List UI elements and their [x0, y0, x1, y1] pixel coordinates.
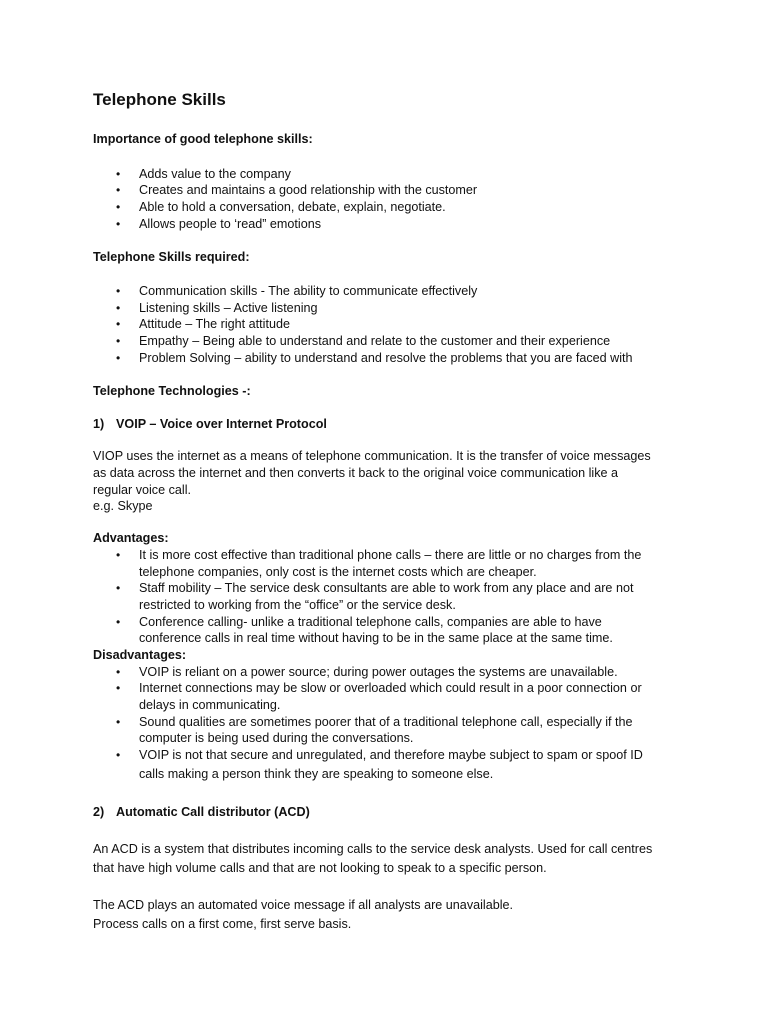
bullet-icon: •: [116, 615, 121, 629]
bullet-icon: •: [116, 334, 121, 348]
list-item-line: VOIP is reliant on a power source; during power outages the systems are unavailable.: [139, 665, 618, 679]
list-item-line: It is more cost effective than traditional phone calls – there are little or no charges from the: [139, 548, 642, 562]
list-item: Able to hold a conversation, debate, explain, negotiate.: [139, 200, 446, 214]
list-item-line: Internet connections may be slow or overloaded which could result in a poor connection or: [139, 681, 642, 695]
bullet-icon: •: [116, 167, 121, 181]
bullet-icon: •: [116, 200, 121, 214]
list-item-line: telephone companies, only cost is the internet costs which are cheaper.: [139, 565, 537, 579]
bullet-icon: •: [116, 284, 121, 298]
paragraph-line: An ACD is a system that distributes incoming calls to the service desk analysts. Used for call centres: [93, 842, 653, 856]
paragraph-line: that have high volume calls and that are not looking to speak to a specific person.: [93, 861, 547, 875]
list-item-line: restricted to working from the “office” or the service desk.: [139, 598, 456, 612]
bullet-icon: •: [116, 665, 121, 679]
list-item: Empathy – Being able to understand and relate to the customer and their experience: [139, 334, 611, 348]
bullet-icon: •: [116, 217, 121, 231]
acd-heading: Automatic Call distributor (ACD): [116, 805, 310, 819]
paragraph-line: VIOP uses the internet as a means of telephone communication. It is the transfer of voice messages: [93, 449, 651, 463]
list-item: Creates and maintains a good relationship with the customer: [139, 183, 478, 197]
list-item: Allows people to ‘read” emotions: [139, 217, 322, 231]
paragraph-line: as data across the internet and then converts it back to the original voice communication like a: [93, 466, 619, 480]
bullet-icon: •: [116, 748, 121, 762]
list-item-line: Sound qualities are sometimes poorer that of a traditional telephone call, especially if the: [139, 715, 633, 729]
paragraph-line: Process calls on a first come, first serve basis.: [93, 917, 352, 931]
section-number: 2): [93, 805, 105, 819]
page-title: Telephone Skills: [93, 90, 226, 109]
bullet-icon: •: [116, 715, 121, 729]
list-item: Communication skills - The ability to communicate effectively: [139, 284, 478, 298]
disadvantages-heading: Disadvantages:: [93, 648, 187, 662]
list-item: Adds value to the company: [139, 167, 291, 181]
paragraph-line: The ACD plays an automated voice message if all analysts are unavailable.: [93, 898, 514, 912]
skills-heading: Telephone Skills required:: [93, 250, 250, 264]
technologies-heading: Telephone Technologies -:: [93, 384, 251, 398]
bullet-icon: •: [116, 681, 121, 695]
voip-heading: VOIP – Voice over Internet Protocol: [116, 417, 327, 431]
importance-heading: Importance of good telephone skills:: [93, 132, 313, 146]
list-item-line: computer is being used during the conversations.: [139, 731, 414, 745]
list-item-line: delays in communicating.: [139, 698, 281, 712]
list-item-line: VOIP is not that secure and unregulated, and therefore maybe subject to spam or spoof ID: [139, 748, 643, 762]
section-number: 1): [93, 417, 105, 431]
bullet-icon: •: [116, 317, 121, 331]
list-item-line: Staff mobility – The service desk consultants are able to work from any place and are not: [139, 581, 634, 595]
advantages-heading: Advantages:: [93, 531, 169, 545]
bullet-icon: •: [116, 301, 121, 315]
list-item-line: Conference calling- unlike a traditional telephone calls, companies are able to have: [139, 615, 602, 629]
paragraph-line: e.g. Skype: [93, 499, 153, 513]
list-item-line: conference calls in real time without having to be in the same place at the same time.: [139, 631, 613, 645]
bullet-icon: •: [116, 548, 121, 562]
list-item: Attitude – The right attitude: [139, 317, 290, 331]
list-item-line: calls making a person think they are speaking to someone else.: [139, 767, 494, 781]
paragraph-line: regular voice call.: [93, 483, 191, 497]
bullet-icon: •: [116, 183, 121, 197]
list-item: Listening skills – Active listening: [139, 301, 318, 315]
bullet-icon: •: [116, 581, 121, 595]
bullet-icon: •: [116, 351, 121, 365]
list-item: Problem Solving – ability to understand and resolve the problems that you are faced with: [139, 351, 633, 365]
